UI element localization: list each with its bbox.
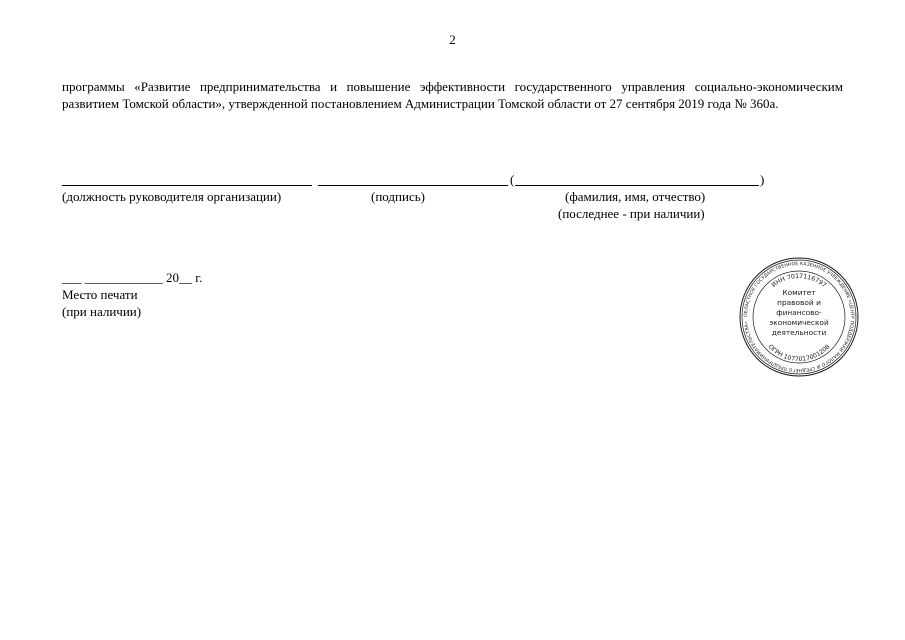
position-caption: (должность руководителя организации)	[62, 189, 282, 204]
organization-stamp	[738, 256, 860, 378]
name-paren-close: )	[760, 172, 765, 187]
stamp-center-line: деятельности	[771, 328, 827, 337]
body-paragraph: программы «Развитие предпринимательства и повышение эффективности государственного управления социально-экономическим развитием Томской области», утвержденной постановлением Администрации Томской области от 27 сентября 2019 года № 360а.	[62, 79, 843, 111]
name-paren-open: (	[510, 172, 515, 187]
page-number: 2	[449, 32, 456, 47]
stamp-center-line: правовой и	[777, 298, 821, 307]
stamp-center-line: экономической	[769, 318, 829, 327]
stamp-center-line: финансово-	[776, 308, 822, 317]
name-line	[515, 172, 759, 186]
stamp-inner-ring	[753, 271, 845, 363]
stamp-outer-text: ОБЛАСТНОЕ ГОСУДАРСТВЕННОЕ КАЗЕННОЕ УЧРЕЖДЕНИЕ «ЦЕНТР ПОДДЕРЖКИ МАЛОГО И СРЕДНЕГО ПРЕДПРИНИМАТЕЛЬСТВА»	[743, 261, 855, 373]
stamp-center-text	[769, 288, 829, 337]
seal-place: Место печати	[62, 287, 138, 302]
signature-line	[318, 172, 508, 186]
date-line: ___ ____________ 20__ г.	[62, 270, 203, 285]
signature-caption: (подпись)	[371, 189, 425, 204]
svg-text:ОГРН 1077017001208	[767, 343, 832, 363]
name-note: (последнее - при наличии)	[558, 206, 705, 221]
stamp-ogrn: ОГРН 1077017001208	[766, 343, 832, 364]
stamp-center-line: Комитет	[782, 288, 816, 297]
stamp-inn: ИНН 7017116797	[770, 272, 828, 289]
position-line	[62, 172, 312, 186]
seal-note: (при наличии)	[62, 304, 142, 319]
name-caption: (фамилия, имя, отчество)	[565, 189, 706, 204]
